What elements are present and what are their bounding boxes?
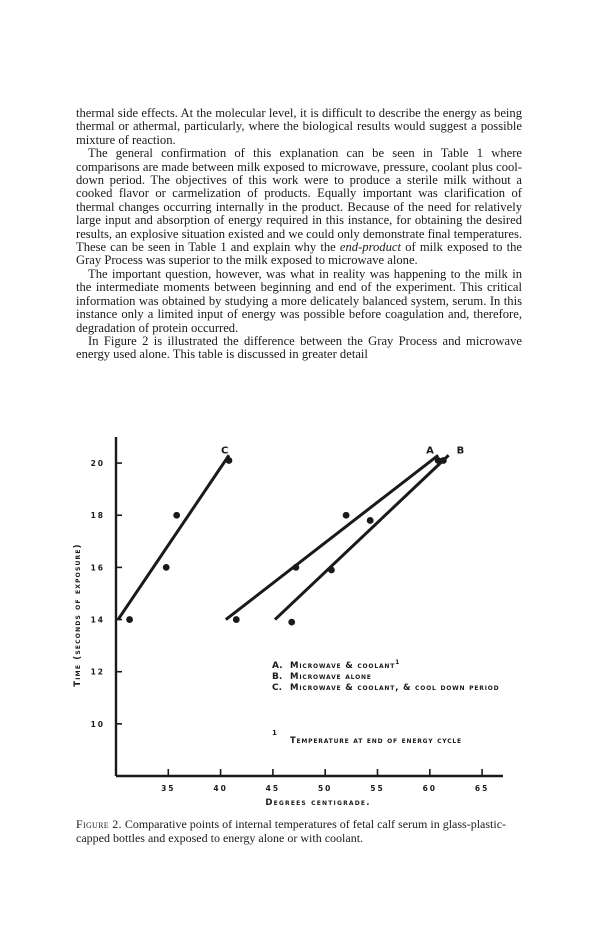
series-a-label: A <box>426 445 434 457</box>
paragraph-3: The important question, however, was what in reality was happening to the milk in the intermediate moments between beginning and end of the experiment. This critical information was obtained by studying a more delicately balanced system, serum. In this instance only a limited input of energy was possible before coagulation and, therefore, degradation of protein occurred. <box>76 266 522 335</box>
x-tick-label: 55 <box>370 784 385 793</box>
y-axis-label: Time (seconds of exposure) <box>73 543 83 687</box>
x-tick-label: 50 <box>317 784 333 793</box>
footnote-mark: 1 <box>272 729 277 737</box>
series-a-point <box>233 616 240 623</box>
series-c-point <box>226 457 233 464</box>
legend-key: C. <box>272 683 283 693</box>
series-c-point <box>126 616 133 623</box>
figure-2-chart <box>0 430 597 815</box>
paragraph-4: In Figure 2 is illustrated the difference between the Gray Process and microwave energy used alone. This table is discussed in greater detail <box>76 333 522 362</box>
caption-text: Comparative points of internal temperatures of fetal calf serum in glass-plastic-capped bottles and exposed to energy alone or with coolant. <box>76 817 507 845</box>
x-tick-label: 65 <box>474 784 490 793</box>
paragraph-2-emphasis: end-product <box>339 240 401 255</box>
y-tick-label: 10 <box>90 719 105 729</box>
legend-text: Microwave & coolant, & cool down period <box>290 683 500 693</box>
series-a-line <box>226 455 438 619</box>
series-b-point <box>288 619 295 626</box>
series-b-label: B <box>456 445 465 457</box>
x-tick-label: 40 <box>213 784 228 793</box>
x-axis-label: Degrees centigrade. <box>265 798 371 808</box>
series-labels <box>221 445 464 456</box>
y-tick-label: 14 <box>90 615 105 625</box>
series-a-point <box>343 512 350 519</box>
series-b-point <box>440 457 447 464</box>
series-a-point <box>293 564 300 571</box>
series-c-label: C <box>220 445 229 457</box>
series-c-point <box>163 564 170 571</box>
series-points <box>126 457 447 625</box>
footnote-text: Temperature at end of energy cycle <box>290 735 462 745</box>
paragraph-2 <box>76 147 522 268</box>
y-tick-label: 16 <box>90 563 105 573</box>
series-lines <box>118 455 449 619</box>
series-b-line <box>275 455 449 619</box>
x-tick-label: 45 <box>265 784 281 793</box>
x-tick-label: 60 <box>422 784 438 793</box>
x-tick-label: 35 <box>161 784 176 793</box>
figure-caption <box>76 818 522 845</box>
legend-key: A. <box>272 661 283 671</box>
legend-superscript: 1 <box>395 659 401 666</box>
caption-label: Figure 2. <box>76 817 122 831</box>
paragraph-2-text-a: The general confirmation of this explanation can be seen in Table 1 where comparisons are made between milk exposed to microwave, pressure, coolant plus cool-down period. The objectives of this work were to produce a sterile milk without a cooked flavor or carmelization of products. Equally important was clarification of thermal changes occurring internally in the product. Because of the need for relatively large input and absorption of energy required in this instance, for obtaining the desired results, an explosive situation existed and we could only demonstrate final temperatures. These can be seen in Table 1 and explain why the <box>76 146 522 255</box>
series-a-point <box>367 517 374 524</box>
paragraph-1: thermal side effects. At the molecular level, it is difficult to describe the energy as being thermal or athermal, particularly, where the biological results would suggest a possible mixture of reaction. <box>76 106 522 147</box>
legend-text: Microwave alone <box>290 672 372 682</box>
series-c-line <box>118 455 229 619</box>
y-tick-label: 18 <box>90 511 105 521</box>
y-tick-label: 12 <box>90 667 105 677</box>
chart-axes <box>116 437 503 776</box>
y-tick-label: 20 <box>90 459 105 469</box>
paragraph-2-text-b: of milk exposed to the Gray Process was superior to the milk exposed to microwave alone. <box>76 240 522 268</box>
series-b-point <box>328 567 335 574</box>
series-c-point <box>173 512 180 519</box>
chart-legend <box>272 659 499 745</box>
legend-key: B. <box>272 672 283 682</box>
body-text <box>76 107 522 362</box>
legend-text: Microwave & coolant$^1$ <box>290 659 401 671</box>
